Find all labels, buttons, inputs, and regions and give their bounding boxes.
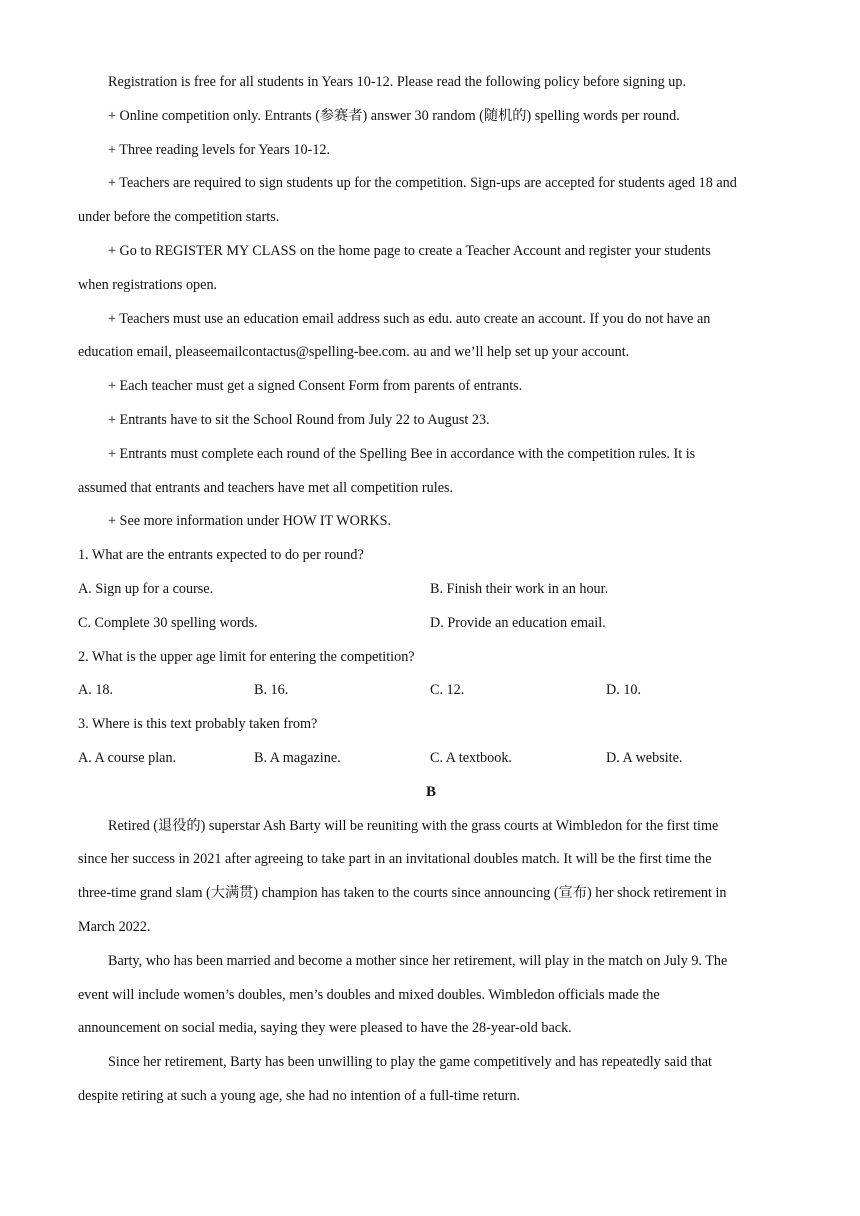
paragraph-line: Barty, who has been married and become a mother since her retirement, will play in the match on July 9. The [108, 952, 728, 969]
policy-item-continued: assumed that entrants and teachers have met all competition rules. [78, 479, 454, 496]
option-d: D. 10. [606, 682, 642, 699]
paragraph-line: since her success in 2021 after agreeing to take part in an invitational doubles match. It will be the first time the [78, 851, 712, 868]
question-stem: 1. What are the entrants expected to do per round? [78, 547, 364, 564]
paragraph-line: event will include women’s doubles, men’s doubles and mixed doubles. Wimbledon officials made the [78, 986, 660, 1003]
option-row [78, 573, 784, 607]
option-b: B. Finish their work in an hour. [430, 580, 609, 597]
policy-intro: Registration is free for all students in Years 10-12. Please read the following policy before signing up. [108, 74, 687, 90]
paragraph-line: Retired (退役的) superstar Ash Barty will be reuniting with the grass courts at Wimbledon for the first time [108, 817, 719, 834]
option-d: D. Provide an education email. [430, 614, 606, 631]
option-d: D. A website. [606, 749, 683, 766]
question-1 [78, 539, 784, 640]
section-heading: B [425, 783, 436, 800]
policy-item: + Entrants must complete each round of the Spelling Bee in accordance with the competition rules. It is [108, 445, 696, 462]
option-c: C. 12. [430, 682, 465, 699]
paragraph-line: despite retiring at such a young age, she had no intention of a full-time return. [78, 1087, 521, 1104]
document-page [78, 66, 784, 1114]
policy-item-continued: under before the competition starts. [78, 209, 280, 226]
passage-b [78, 776, 784, 1114]
question-3 [78, 708, 784, 776]
passage-a [78, 66, 784, 539]
policy-item: + Teachers are required to sign students up for the competition. Sign-ups are accepted for students aged 18 and [108, 175, 737, 192]
policy-item-continued: when registrations open. [78, 276, 218, 293]
policy-item: + Online competition only. Entrants (参赛者) answer 30 random (随机的) spelling words per round. [108, 107, 680, 124]
option-b: B. A magazine. [254, 749, 341, 766]
option-row [78, 742, 784, 776]
option-row [78, 607, 784, 641]
paragraph-line: Since her retirement, Barty has been unwilling to play the game competitively and has repeatedly said that [108, 1054, 712, 1071]
paragraph-line: three-time grand slam (大满贯) champion has taken to the courts since announcing (宣布) her shock retirement in [78, 885, 727, 902]
option-a: A. 18. [78, 682, 114, 699]
policy-item: + Entrants have to sit the School Round from July 22 to August 23. [108, 411, 490, 428]
policy-item: + Teachers must use an education email address such as edu. auto create an account. If you do not have an [108, 310, 711, 327]
question-stem: 3. Where is this text probably taken from? [78, 716, 318, 733]
option-a: A. A course plan. [78, 749, 177, 766]
policy-item-continued: education email, pleaseemailcontactus@spelling-bee.com. au and we’ll help set up your account. [78, 344, 630, 361]
option-row [78, 674, 784, 708]
option-a: A. Sign up for a course. [78, 580, 214, 597]
question-stem: 2. What is the upper age limit for entering the competition? [78, 648, 415, 665]
paragraph-line: March 2022. [78, 918, 151, 935]
policy-item: + Go to REGISTER MY CLASS on the home page to create a Teacher Account and register your students [108, 242, 711, 259]
question-2 [78, 641, 784, 709]
policy-item: + See more information under HOW IT WORKS. [108, 513, 392, 530]
policy-item: + Three reading levels for Years 10-12. [108, 141, 331, 158]
paragraph-line: announcement on social media, saying they were pleased to have the 28-year-old back. [78, 1020, 572, 1037]
policy-item: + Each teacher must get a signed Consent Form from parents of entrants. [108, 378, 523, 395]
option-c: C. A textbook. [430, 749, 512, 766]
option-b: B. 16. [254, 682, 289, 699]
option-c: C. Complete 30 spelling words. [78, 614, 258, 631]
